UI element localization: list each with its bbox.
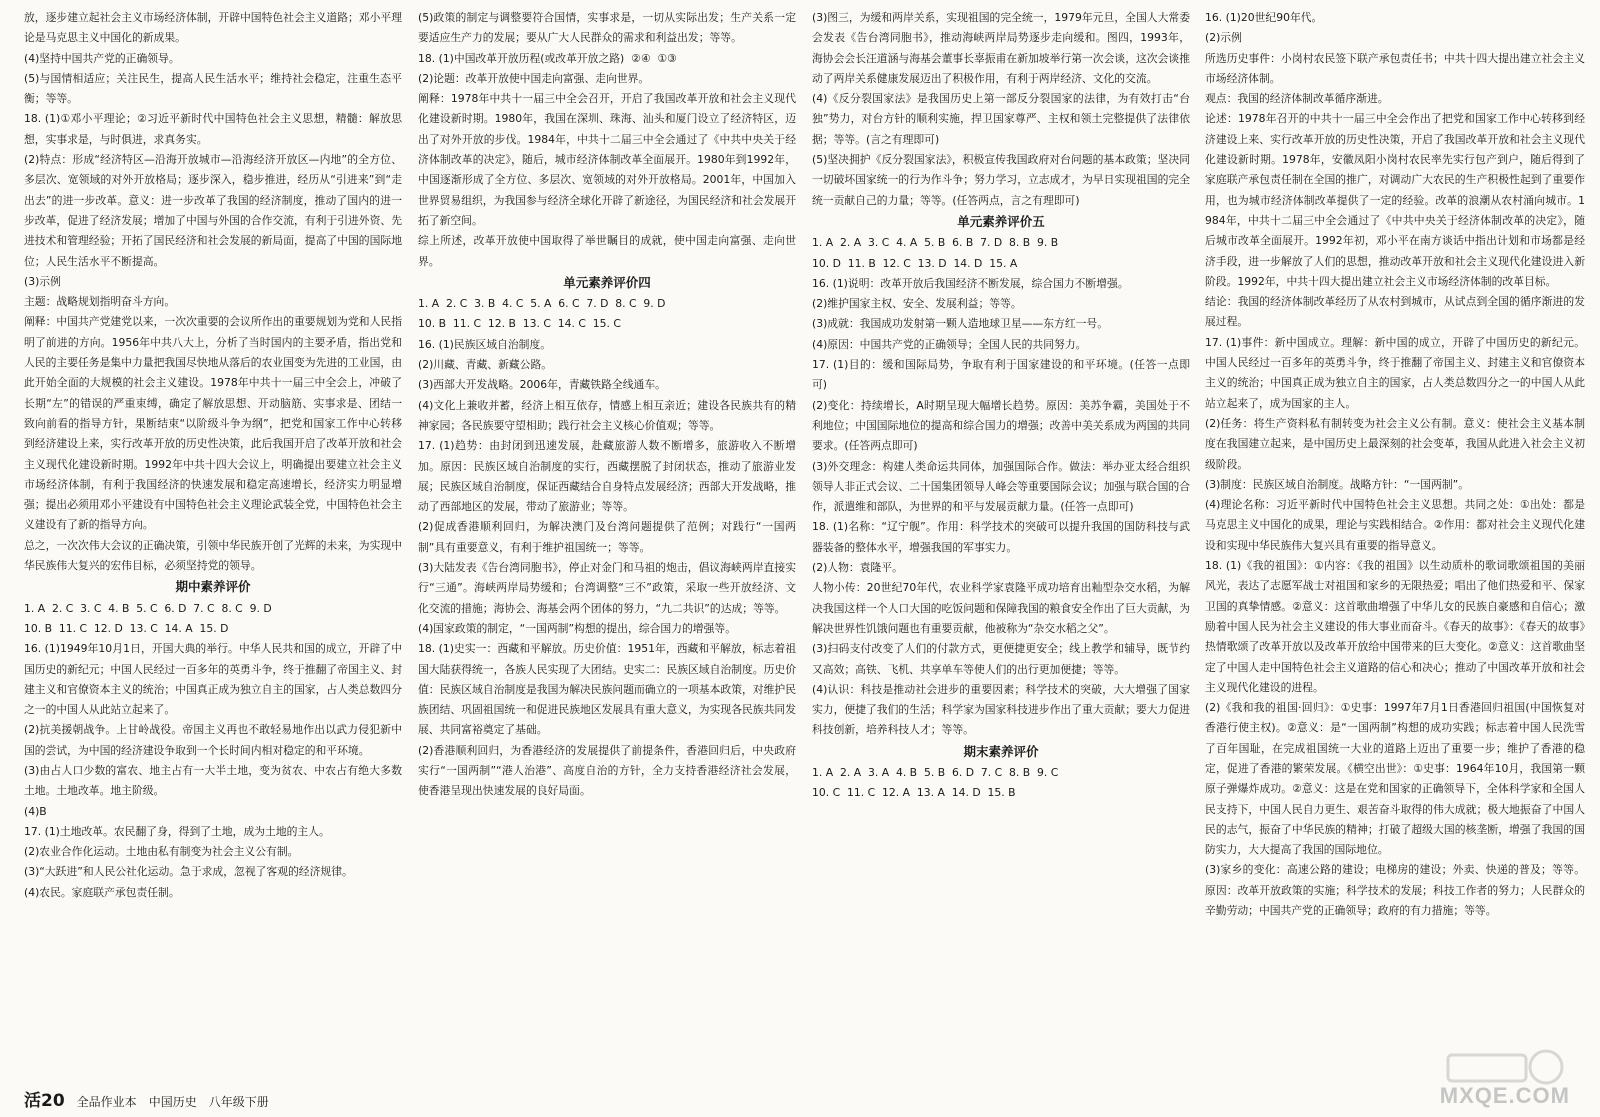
answer-paragraph: 18. (1)中国改革开放历程(或改革开放之路) ②④ ①③ xyxy=(418,51,677,65)
answer-paragraph: (2)特点：形成“经济特区—沿海开放城市—沿海经济开放区—内地”的全方位、多层次、宽领域的对外开放格局；逐步深入，稳步推进，经历从“引进来”到“走出去”的进一步改革。意义：进一步改革了我国的经济制度，推动了国内的进一步改革，促进了经济发展；增加了中国与外国的合作交流，有利于引进外资、先进技术和管理经验；开拓了国民经济和社会发展的新局面，提高了中国的国际地位；人民生活水平不断提高。 xyxy=(24,153,402,268)
answer-paragraph: (5)政策的制定与调整要符合国情，实事求是，一切从实际出发；生产关系一定要适应生产力的发展；要从广大人民群众的需求和利益出发；等等。 xyxy=(418,11,796,45)
section-heading: 单元素养评价四 xyxy=(563,274,651,290)
answer-paragraph: 17. (1)土地改革。农民翻了身，得到了土地，成为土地的主人。 xyxy=(24,824,330,838)
answer-paragraph: (2)川藏、青藏、新藏公路。 xyxy=(418,358,553,372)
answer-paragraph: (2)维护国家主权、安全、发展利益；等等。 xyxy=(812,297,1022,311)
answer-paragraph: (4)《反分裂国家法》是我国历史上第一部反分裂国家的法律，为有效打击“台独”势力，对台方针的顺利实施，捍卫国家尊严、主权和领土完整提供了法律依据；等等。(言之有理即可) xyxy=(812,92,1190,146)
answer-paragraph: 18. (1)《我的祖国》：①内容：《我的祖国》以生动质朴的歌词歌颂祖国的美丽风光，表达了志愿军战士对祖国和家乡的无限热爱；唱出了他们热爱和平、保家卫国的真挚情感。②意义：这首歌曲增强了中华儿女的民族自豪感和自信心；激励着中国人民为社会主义建设的伟大事业而奋斗。《春天的故事》：《春天的故事》热情歌颂了改革开放以及改革开放给中国带来的巨大变化。②意义：这首歌曲坚定了中国人走中国特色社会主义道路的信心和决心；推动了中国改革开放和社会主义现代化建设的进程。 xyxy=(1205,559,1585,694)
answer-paragraph: (5)坚决拥护《反分裂国家法》，积极宣传我国政府对台问题的基本政策；坚决同一切破坏国家统一的行为作斗争；努力学习，立志成才，为早日实现祖国的完全统一贡献自己的力量；等等。(任答两点，言之有理即可) xyxy=(812,153,1190,207)
answer-paragraph: 总之，一次次伟大会议的正确决策，引领中华民族开创了光辉的未来，为实现中华民族伟大复兴的宏伟目标，必须坚持党的领导。 xyxy=(24,538,402,573)
answer-paragraph: (5)与国情相适应；关注民生，提高人民生活水平；维持社会稳定，注重生态平衡；等等。 xyxy=(24,71,402,106)
answer-paragraph: (2)抗美援朝战争。上甘岭战役。帝国主义再也不敢轻易地作出以武力侵犯新中国的尝试，为中国的经济建设争取到一个长时间内相对稳定的和平环境。 xyxy=(24,723,402,757)
answer-paragraph: 1. A 2. A 3. A 4. B 5. B 6. D 7. C 8. B 9. C xyxy=(812,765,1059,779)
answer-paragraph: (3)大陆发表《告台湾同胞书》，停止对金门和马祖的炮击，倡议海峡两岸直接实行“三通”。海峡两岸局势缓和；台湾调整“三不”政策，采取一些开放经济、文化交流的措施；海协会、海基会两个团体的努力，“九二共识”的达成；等等。 xyxy=(418,561,796,615)
answer-paragraph: 阐释：中国共产党建党以来，一次次重要的会议所作出的重要规划为党和人民指明了前进的方向。1956年中共八大上，分析了当时国内的主要矛盾，指出党和人民的主要任务是集中力量把我国尽快地从落后的农业国变为先进的工业国，由此开始全面的大规模的社会主义建设。1978年中共十一届三中全会上，冲破了长期“左”的错误的严重束缚，确定了解放思想、开动脑筋、实事求是、团结一致向前看的指导方针，果断结束“以阶级斗争为纲”，把党和国家工作中心转移到经济建设上来，实行改革开放的历史性决策，此后我国开启了改革开放和社会主义现代化建设新时期。1992年中共十四大会议上，明确提出要建立社会主义市场经济体制，有利于我国经济的快速发展和稳定高速增长，经济实力明显增强；提出必须用邓小平建设有中国特色社会主义理论武装全党，中国特色社会主义建设有了新的指导方向。 xyxy=(24,315,402,532)
answer-paragraph: (3)扫码支付改变了人们的付款方式，更便捷更安全；线上教学和辅导，既节约又高效；高铁、飞机、共享单车等使人们的出行更加便捷；等等。 xyxy=(812,642,1190,676)
answer-paragraph: (4)文化上兼收并蓄，经济上相互依存，情感上相互亲近；建设各民族共有的精神家园；各民族要守望相助；践行社会主义核心价值观；等等。 xyxy=(418,398,796,432)
answer-paragraph: 结论：我国的经济体制改革经历了从农村到城市，从试点到全国的循序渐进的发展过程。 xyxy=(1205,295,1585,329)
answer-paragraph: 10. C 11. C 12. A 13. A 14. D 15. B xyxy=(812,786,1016,800)
page-footer xyxy=(24,1086,269,1111)
answer-paragraph: 10. D 11. B 12. C 13. D 14. D 15. A xyxy=(812,256,1018,270)
answer-paragraph: (3)图三，为缓和两岸关系，实现祖国的完全统一，1979年元旦，全国人大常委会发表《告台湾同胞书》，推动海峡两岸局势逐步走向缓和。图四，1993年，海协会会长汪道涵与海基会董事长辜振甫在新加坡举行第一次会谈，这次会谈推动了两岸关系健康发展迈出了积极作用，有利于两岸经济、文化的交流。 xyxy=(812,11,1190,85)
page-number: 活20 xyxy=(24,1091,65,1111)
section-heading: 期末素养评价 xyxy=(963,743,1039,759)
answer-paragraph: 16. (1)1949年10月1日，开国大典的举行。中华人民共和国的成立，开辟了中国历史的新纪元；中国人民经过一百多年的英勇斗争，终于推翻了帝国主义、封建主义和官僚资本主义的统治；中国真正成为独立自主的国家，占人类总数四分之一的中国人从此站立起来了。 xyxy=(24,642,402,717)
answer-paragraph: (2)农业合作化运动。土地由私有制变为社会主义公有制。 xyxy=(24,845,299,859)
answer-paragraph: 阐释：1978年中共十一届三中全会召开，开启了我国改革开放和社会主义现代化建设新时期。1980年，我国在深圳、珠海、汕头和厦门设立了经济特区，迈出了对外开放的步伐。1984年，中共十二届三中全会通过了《中共中央关于经济体制改革的决定》，随后，城市经济体制改革全面展开。1980年到1992年，中国逐渐形成了全方位、多层次、宽领域的对外开放格局。2001年，中国加入世界贸易组织，为我国参与经济全球化开辟了新途径，为国民经济和社会发展开拓了新空间。 xyxy=(418,92,796,227)
answer-paragraph: 所选历史事件：小岗村农民签下联产承包责任书；中共十四大提出建立社会主义市场经济体制。 xyxy=(1205,51,1585,85)
answer-paragraph: 1. A 2. A 3. C 4. A 5. B 6. B 7. D 8. B 9. B xyxy=(812,236,1059,250)
answer-paragraph: 人物小传：20世纪70年代，农业科学家袁隆平成功培育出籼型杂交水稻，为解决我国这样一个人口大国的吃饭问题和保障我国的粮食安全作出了巨大贡献，为解决世界性饥饿问题也有重要贡献，他被称为“杂交水稻之父”。 xyxy=(812,581,1190,635)
answer-paragraph: (4)原因：中国共产党的正确领导；全国人民的共同努力。 xyxy=(812,337,1087,351)
answer-paragraph: (2)香港顺利回归，为香港经济的发展提供了前提条件，香港回归后，中央政府实行“一国两制”“港人治港”、高度自治的方针，全力支持香港经济社会发展，使香港呈现出快速发展的良好局面。 xyxy=(418,743,796,798)
answer-paragraph: (2)变化：持续增长，A时期呈现大幅增长趋势。原因：美苏争霸，美国处于不利地位；中国国际地位的提高和综合国力的增强；改善中美关系成为两国的共同要求。(任答两点即可) xyxy=(812,398,1190,453)
answer-paragraph: 10. B 11. C 12. D 13. C 14. A 15. D xyxy=(24,621,229,635)
answer-paragraph: (4)B xyxy=(24,804,47,818)
answer-paragraph: (3)外交理念：构建人类命运共同体，加强国际合作。做法：举办亚太经合组织领导人非正式会议、二十国集团领导人峰会等重要国际会议；加强与联合国的合作，派遣维和部队，为世界的和平与发展贡献力量。(任答一点即可) xyxy=(812,459,1190,514)
answer-paragraph: 18. (1)名称：“辽宁舰”。作用：科学技术的突破可以提升我国的国防科技与武器装备的整体水平，增强我国的军事实力。 xyxy=(812,520,1190,554)
answer-paragraph: (4)国家政策的制定，“一国两制”构想的提出，综合国力的增强等。 xyxy=(418,621,736,635)
answer-paragraph: 16. (1)民族区域自治制度。 xyxy=(418,337,552,351)
column-4 xyxy=(1205,8,1585,921)
column-3 xyxy=(812,8,1190,804)
answer-paragraph: (2)促成香港顺利回归，为解决澳门及台湾问题提供了范例；对践行“一国两制”具有重要意义，有利于维护祖国统一；等等。 xyxy=(418,520,796,554)
answer-paragraph: 1. A 2. C 3. C 4. B 5. C 6. D 7. C 8. C 9. D xyxy=(24,601,272,615)
answer-paragraph: 18. (1)①邓小平理论；②习近平新时代中国特色社会主义思想，精髓：解放思想，实事求是，与时俱进，求真务实。 xyxy=(24,112,402,146)
answer-paragraph: (3)制度：民族区域自治制度。战略方针：“一国两制”。 xyxy=(1205,477,1470,491)
answer-paragraph: 综上所述，改革开放使中国取得了举世瞩目的成就，使中国走向富强、走向世界。 xyxy=(418,234,796,268)
answer-paragraph: (2)示例 xyxy=(1205,31,1242,45)
watermark-text: MXQE.COM xyxy=(1439,1083,1570,1108)
answer-paragraph: (4)理论名称：习近平新时代中国特色社会主义思想。共同之处：①出处：都是马克思主义中国化的成果，理论与实践相结合。②作用：都对社会主义现代化建设和实现中华民族伟大复兴具有重要的指导意义。 xyxy=(1205,498,1585,552)
answer-paragraph: 17. (1)事件：新中国成立。理解：新中国的成立，开辟了中国历史的新纪元。中国人民经过一百多年的英勇斗争，终于推翻了帝国主义、封建主义和官僚资本主义的统治；中国真正成为独立自主的国家，占人类总数四分之一的中国人从此站立起来了，成为国家的主人。 xyxy=(1205,335,1585,410)
book-subject: 中国历史 xyxy=(148,1095,197,1109)
answer-paragraph: 18. (1)史实一：西藏和平解放。历史价值：1951年，西藏和平解放，标志着祖国大陆获得统一，各族人民实现了大团结。史实二：民族区域自治制度。历史价值：民族区域自治制度是我国为解决民族问题而确立的一项基本政策，对维护民族团结、巩固祖国统一和促进民族地区发展具有重大意义，为实现各民族共同发展、共同富裕奠定了基础。 xyxy=(418,642,796,737)
answer-paragraph: (3)西部大开发战略。2006年，青藏铁路全线通车。 xyxy=(418,378,666,392)
answer-paragraph: (3)示例 xyxy=(24,274,61,288)
answer-paragraph: (3)由占人口少数的富农、地主占有一大半土地，变为贫农、中农占有绝大多数土地。土地改革。地主阶级。 xyxy=(24,763,402,798)
answer-paragraph: 主题：战略规划指明奋斗方向。 xyxy=(24,295,176,309)
answer-paragraph: 17. (1)趋势：由封闭到迅速发展，赴藏旅游人数不断增多，旅游收入不断增加。原因：民族区域自治制度的实行，西藏摆脱了封闭状态，推动了旅游业发展；民族区域自治制度，保证西藏结合自身特点发展经济；西部大开发战略，推动了西部地区的发展，带动了旅游业；等等。 xyxy=(418,439,796,514)
answer-paragraph: 16. (1)20世纪90年代。 xyxy=(1205,11,1323,24)
answer-paragraph: 1. A 2. C 3. B 4. C 5. A 6. C 7. D 8. C 9. D xyxy=(418,297,666,311)
book-grade: 八年级下册 xyxy=(208,1095,269,1109)
answer-paragraph: 论述：1978年召开的中共十一届三中全会作出了把党和国家工作中心转移到经济建设上来、实行改革开放的历史性决策，开启了我国改革开放和社会主义现代化建设新时期。1978年，安徽凤阳小岗村农民率先实行包产到户，随后得到了家庭联产承包责任制在全国的推广，对调动广大农民的生产积极性起到了重要作用，也为城市经济体制改革提供了一定的经验。改革的浪潮从农村涌向城市。1984年，中共十二届三中全会通过了《中共中央关于经济体制改革的决定》，随后城市改革全面展开。1992年初，邓小平在南方谈话中指出计划和市场都是经济手段，进一步解放了人们的思想，推动改革开放和社会主义现代化建设进入新阶段。1992年，中共十四大提出建立社会主义市场经济体制的改革目标。 xyxy=(1205,112,1585,288)
answer-paragraph: (3)“大跃进”和人民公社化运动。急于求成，忽视了客观的经济规律。 xyxy=(24,865,353,879)
column-1 xyxy=(24,8,402,903)
section-heading: 期中素养评价 xyxy=(175,579,251,595)
answer-paragraph: 观点：我国的经济体制改革循序渐进。 xyxy=(1205,92,1389,106)
column-2 xyxy=(418,8,796,802)
answer-paragraph: (2)论题：改革开放使中国走向富强、走向世界。 xyxy=(418,71,650,85)
book-series: 全品作业本 xyxy=(76,1095,137,1109)
answer-paragraph: 放，逐步建立起社会主义市场经济体制，开辟中国特色社会主义道路；邓小平理论是马克思主义中国化的新成果。 xyxy=(24,11,402,45)
section-heading: 单元素养评价五 xyxy=(957,213,1045,229)
answer-paragraph: (2)《我和我的祖国·回归》：①史事：1997年7月1日香港回归祖国(中国恢复对香港行使主权)。②意义：是“一国两制”构想的成功实践；标志着中国人民洗雪了百年国耻，在完成祖国统一大业的道路上迈出了重要一步；维护了香港的稳定，促进了香港的繁荣发展。《横空出世》：①史事：1964年10月，我国第一颗原子弹爆炸成功。②意义：这是在党和国家的正确领导下，全体科学家和全国人民支持下，中国人民自力更生、艰苦奋斗取得的伟大成就；极大地振奋了中国人民的志气，振奋了中华民族的精神；打破了超级大国的核垄断，增强了我国的国防实力，大大提高了我国的国际地位。 xyxy=(1205,701,1585,857)
answer-paragraph: (2)人物：袁隆平。 xyxy=(812,561,903,575)
answer-paragraph: 17. (1)目的：缓和国际局势，争取有利于国家建设的和平环境。(任答一点即可) xyxy=(812,358,1190,392)
answer-paragraph: 10. B 11. C 12. B 13. C 14. C 15. C xyxy=(418,317,621,331)
answer-paragraph: (2)任务：将生产资料私有制转变为社会主义公有制。意义：使社会主义基本制度在我国建立起来，是中国历史上最深刻的社会变革，我国从此进入社会主义初级阶段。 xyxy=(1205,416,1585,471)
answer-paragraph: (3)成就：我国成功发射第一颗人造地球卫星——东方红一号。 xyxy=(812,317,1109,331)
answer-paragraph: (4)农民。家庭联产承包责任制。 xyxy=(24,885,180,899)
answer-paragraph: (4)坚持中国共产党的正确领导。 xyxy=(24,51,180,65)
answer-paragraph: (3)家乡的变化：高速公路的建设；电梯房的建设；外卖、快递的普及；等等。原因：改革开放政策的实施；科学技术的发展；科技工作者的努力；人民群众的辛勤劳动；中国共产党的正确领导；政府的有力措施；等等。 xyxy=(1205,863,1585,918)
answer-paragraph: (4)认识：科技是推动社会进步的重要因素；科学技术的突破，大大增强了国家实力，便捷了我们的生活；科学家为国家科技进步作出了重大贡献；要大力促进科技创新，培养科技人才；等等。 xyxy=(812,682,1190,737)
answer-paragraph: 16. (1)说明：改革开放后我国经济不断发展，综合国力不断增强。 xyxy=(812,276,1129,290)
